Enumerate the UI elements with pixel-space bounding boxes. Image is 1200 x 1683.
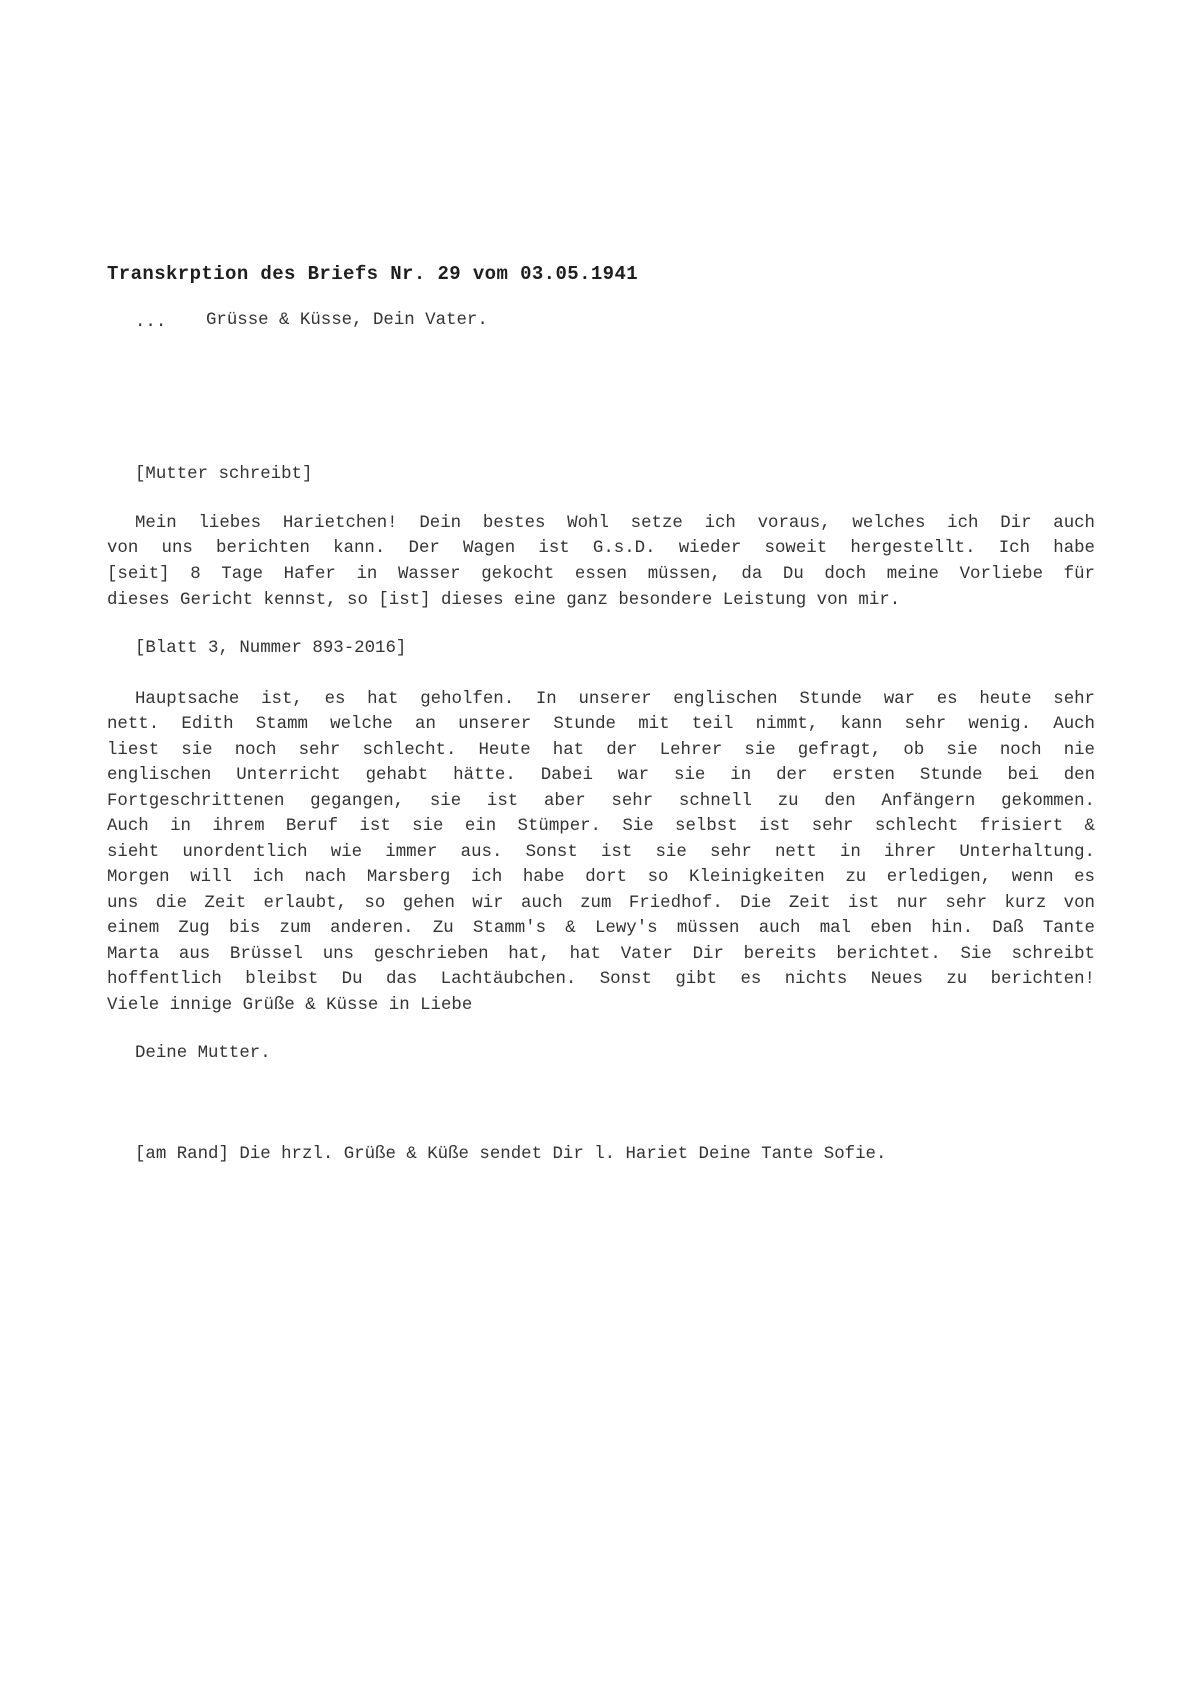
mother-signature: Deine Mutter. bbox=[135, 1044, 271, 1063]
paragraph-line: Fortgeschrittenen gegangen, sie ist aber sehr schnell zu den Anfängern gekommen. bbox=[107, 792, 1095, 811]
paragraph-line: hoffentlich bleibst Du das Lachtäubchen. Sonst gibt es nichts Neues zu berichten! bbox=[107, 970, 1095, 989]
paragraph-line: Marta aus Brüssel uns geschrieben hat, hat Vater Dir bereits berichtet. Sie schreibt bbox=[107, 945, 1095, 964]
paragraph-line: englischen Unterricht gehabt hätte. Dabei war sie in der ersten Stunde bei den bbox=[107, 766, 1095, 785]
paragraph-line: Viele innige Grüße & Küsse in Liebe bbox=[107, 996, 473, 1015]
document-title: Transkrption des Briefs Nr. 29 vom 03.05.1941 bbox=[107, 263, 639, 285]
paragraph-line: Hauptsache ist, es hat geholfen. In unserer englischen Stunde war es heute sehr bbox=[135, 690, 1095, 709]
paragraph-line: sieht unordentlich wie immer aus. Sonst ist sie sehr nett in ihrer Unterhaltung. bbox=[107, 843, 1095, 862]
mother-header-note: [Mutter schreibt] bbox=[135, 465, 313, 484]
paragraph-line: liest sie noch sehr schlecht. Heute hat der Lehrer sie gefragt, ob sie noch nie bbox=[107, 741, 1095, 760]
paragraph-line: Auch in ihrem Beruf ist sie ein Stümper. Sie selbst ist sehr schlecht frisiert & bbox=[107, 817, 1095, 836]
paragraph-line: nett. Edith Stamm welche an unserer Stunde mit teil nimmt, kann sehr wenig. Auch bbox=[107, 715, 1095, 734]
paragraph-line: einem Zug bis zum anderen. Zu Stamm's & Lewy's müssen auch mal eben hin. Daß Tante bbox=[107, 919, 1095, 938]
paragraph-line: Mein liebes Harietchen! Dein bestes Wohl setze ich voraus, welches ich Dir auch bbox=[135, 514, 1095, 533]
paragraph-line: [seit] 8 Tage Hafer in Wasser gekocht essen müssen, da Du doch meine Vorliebe für bbox=[107, 565, 1095, 584]
father-closing-ellipsis: ... bbox=[135, 313, 167, 332]
father-closing-text: Grüsse & Küsse, Dein Vater. bbox=[206, 311, 488, 330]
sheet-number-note: [Blatt 3, Nummer 893-2016] bbox=[135, 639, 407, 658]
paragraph-line: von uns berichten kann. Der Wagen ist G.s.D. wieder soweit hergestellt. Ich habe bbox=[107, 539, 1095, 558]
margin-note: [am Rand] Die hrzl. Grüße & Küße sendet Dir l. Hariet Deine Tante Sofie. bbox=[135, 1145, 887, 1164]
paragraph-line: Morgen will ich nach Marsberg ich habe dort so Kleinigkeiten zu erledigen, wenn es bbox=[107, 868, 1095, 887]
paragraph-line: uns die Zeit erlaubt, so gehen wir auch zum Friedhof. Die Zeit ist nur sehr kurz von bbox=[107, 894, 1095, 913]
paragraph-line: dieses Gericht kennst, so [ist] dieses eine ganz besondere Leistung von mir. bbox=[107, 591, 901, 610]
